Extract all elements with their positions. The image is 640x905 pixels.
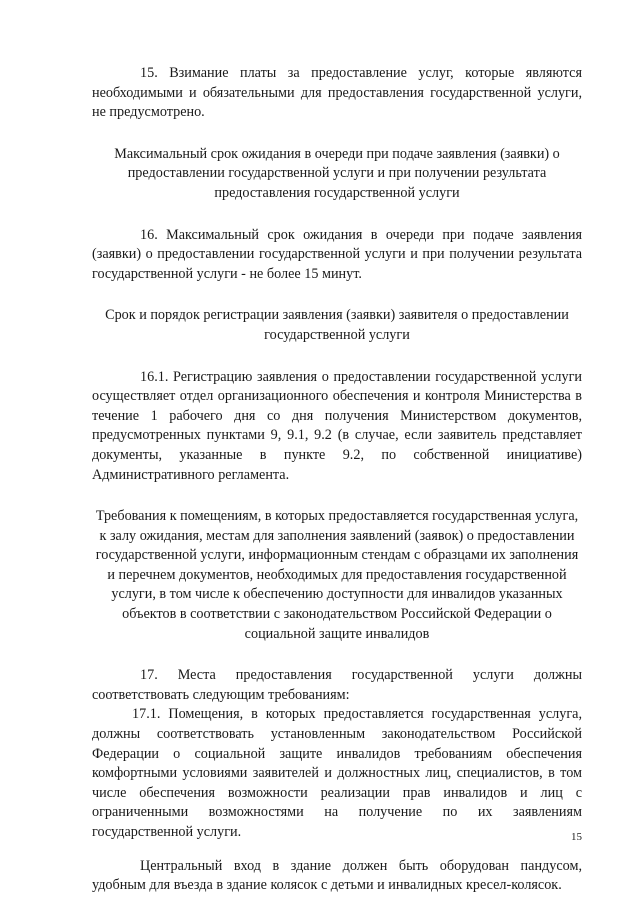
heading-registration: Срок и порядок регистрации заявления (заявки) заявителя о предоставлении государственной услуги (105, 307, 569, 343)
paragraph-16: 16. Максимальный срок ожидания в очереди при подаче заявления (заявки) о предоставлении государственной услуги и при получении результата государственной услуги - не более 15 минут. (92, 226, 582, 282)
heading-waiting-time: Максимальный срок ожидания в очереди при подаче заявления (заявки) о предоставлении государственной услуги и при получении результата предоставления государственной услуги (114, 145, 560, 201)
paragraph-entrance: Центральный вход в здание должен быть оборудован пандусом, удобным для въезда в здание колясок с детьми и инвалидных кресел-колясок. (92, 857, 582, 894)
paragraph-15: 15. Взимание платы за предоставление услуг, которые являются необходимыми и обязательными для предоставления государственной услуги, не предусмотрено. (92, 65, 582, 121)
paragraph-16-1: 16.1. Регистрацию заявления о предоставлении государственной услуги осуществляет отдел организационного обеспечения и контроля Министерства в течение 1 рабочего дня со дня получения Министерством документов, предусмотренных пунктами 9, 9.1, 9.2 (в случае, если заявитель представляет документы, указанные в пункте 9.2, по собственной инициативе) Административного регламента. (92, 368, 582, 483)
page-number: 15 (571, 831, 582, 843)
heading-premises-requirements: Требования к помещениям, в которых предоставляется государственная услуга, к залу ожидания, местам для заполнения заявлений (заявок) о предоставлении государственной услуги, информационным стендам с образцами их заполнения и перечнем документов, необходимых для предоставления государственной услуги, в том числе к обеспечению доступности для инвалидов указанных объектов в соответствии с законодательством Российской Федерации о социальной защите инвалидов (95, 508, 579, 642)
paragraph-17-1: 17.1. Помещения, в которых предоставляется государственная услуга, должны соответствовать установленным законодательством Российской Федерации о социальной защите инвалидов требованиям обеспечения комфортными условиями заявителей и должностных лиц, специалистов, в том числе обеспечения возможности реализации прав инвалидов и лиц с ограниченными возможностями на получение по их заявлениям государственной услуги. (92, 706, 582, 840)
paragraph-17: 17. Места предоставления государственной услуги должны соответствовать следующим требованиям: (92, 667, 582, 703)
